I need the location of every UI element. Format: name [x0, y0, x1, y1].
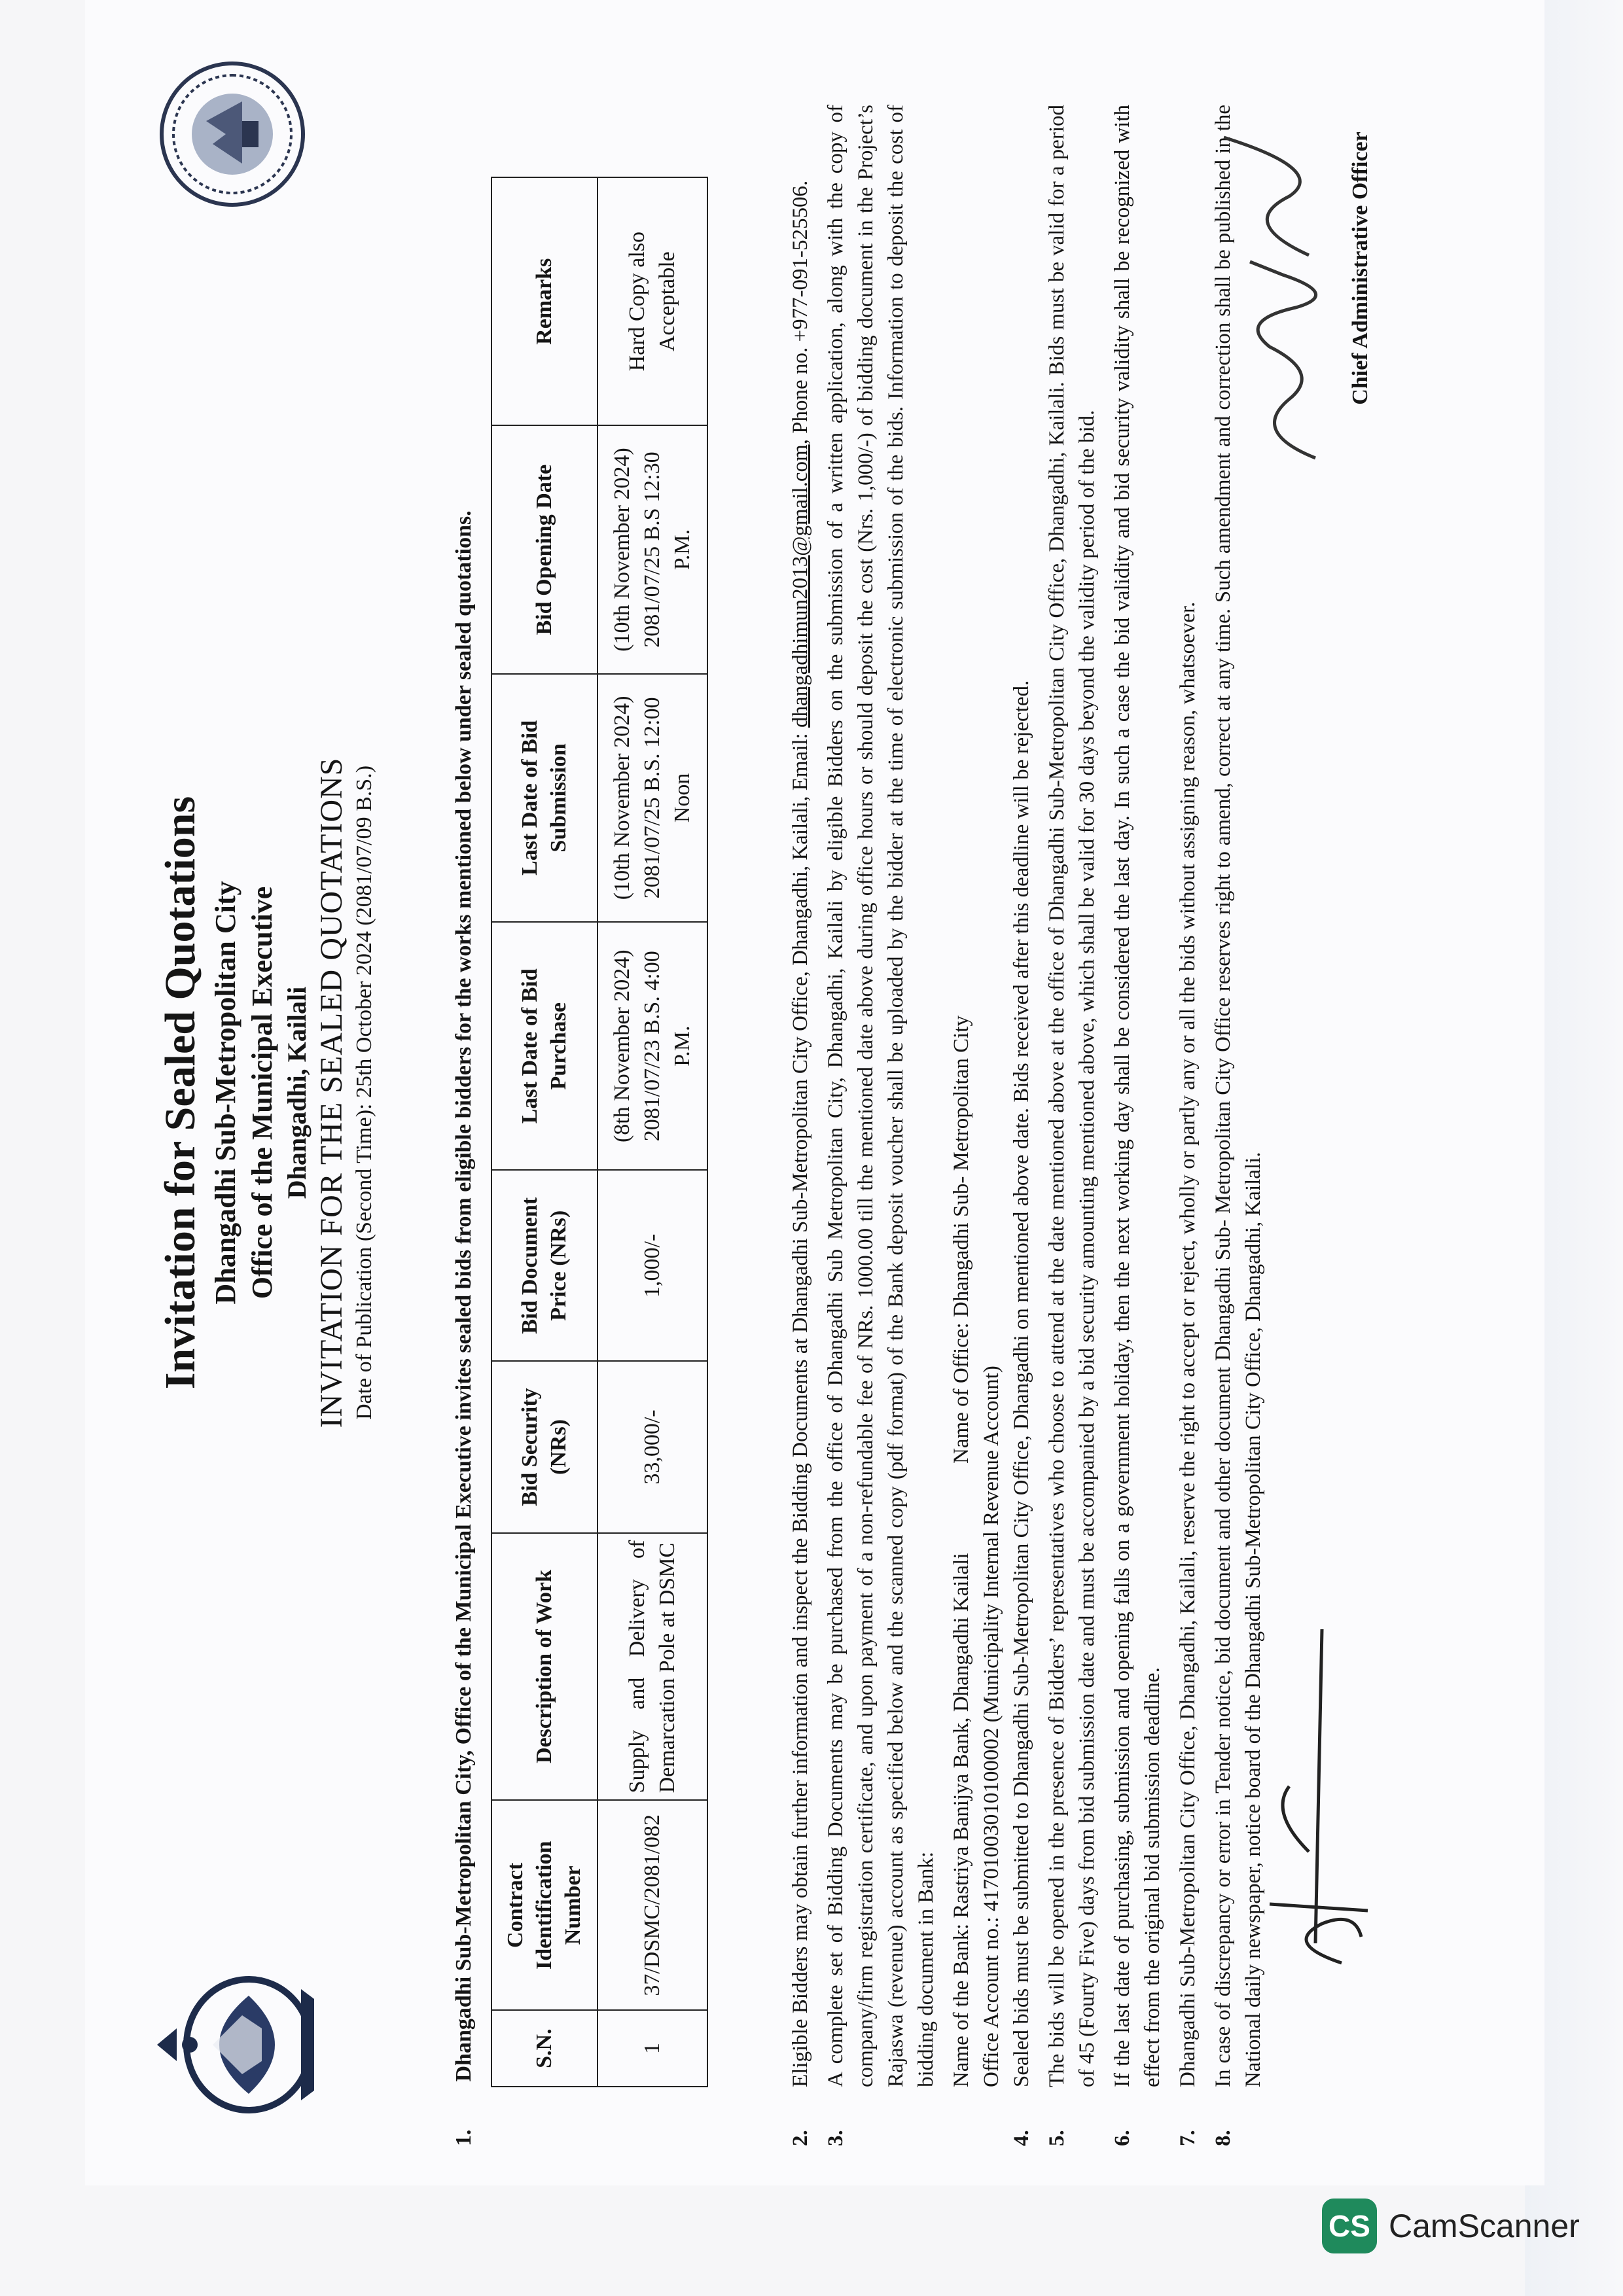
publication-date: Date of Publication (Second Time): 25th October 2024 (2081/07/09 B.S.) — [352, 765, 376, 1421]
table-header-cell: Description of Work — [491, 1533, 597, 1801]
table-cell: (10th November 2024) 2081/07/25 B.S. 12:00 Noon — [597, 674, 707, 922]
notice-title: Invitation for Sealed Quotations — [156, 796, 204, 1390]
org-name: Dhangadhi Sub-Metropolitan City — [209, 881, 241, 1305]
table-row — [597, 177, 707, 2087]
officer-title: Chief Administrative Officer — [1348, 132, 1372, 405]
table-header-cell: Remarks — [491, 177, 597, 425]
table-header-cell: Last Date of Bid Submission — [491, 674, 597, 922]
table-header-cell: S.N. — [491, 2010, 597, 2087]
table-header-row — [491, 177, 597, 2087]
item-number: 6. — [1111, 2130, 1134, 2146]
table-cell: 33,000/- — [597, 1361, 707, 1533]
table-cell: 1 — [597, 2010, 707, 2087]
list-item — [1042, 105, 1102, 2146]
table-cell: (8th November 2024) 2081/07/23 B.S. 4:00 P.M. — [597, 922, 707, 1170]
item-number: 4. — [1010, 2130, 1033, 2146]
table-header-cell: Last Date of Bid Purchase — [491, 922, 597, 1170]
bank-line — [946, 105, 976, 2087]
list-item — [1007, 105, 1037, 2146]
officer-signature-mark — [1211, 131, 1368, 471]
signature-mark — [1243, 1616, 1374, 1983]
rotated-notice-content — [131, 39, 1374, 2146]
table-cell: Supply and Delivery of Demarcation Pole at DSMC — [597, 1533, 707, 1801]
bank-details — [946, 105, 1007, 2087]
list-item — [821, 105, 941, 2146]
camscanner-logo-icon: CS — [1322, 2199, 1377, 2253]
table-cell: 37/DSMC/2081/082 — [597, 1800, 707, 2010]
table-cell: (10th November 2024) 2081/07/25 B.S 12:30 P.M. — [597, 425, 707, 673]
bids-table — [491, 177, 708, 2087]
item-text — [785, 105, 815, 2087]
intro-text: Dhangadhi Sub-Metropolitan City, Office of the Municipal Executive invites sealed bids from eligible bidders for the works mentioned below under sealed quotations. — [452, 510, 476, 2082]
conditions-list — [785, 105, 1274, 2146]
table-header-cell: Contract Identification Number — [491, 1800, 597, 2010]
list-item — [1173, 105, 1203, 2146]
office-location: Dhangadhi, Kailali — [282, 986, 312, 1199]
item-text: Dhangadhi Sub-Metropolitan City Office, Dhangadhi, Kailali, reserve the right to accept or reject, wholly or partly any or all the bids without assigning reason, whatsoever. — [1176, 601, 1200, 2087]
office-name: Office of the Municipal Executive — [246, 886, 278, 1299]
table-header-cell: Bid Opening Date — [491, 425, 597, 673]
bank-account: Office Account no.: 41701003010100002 (Municipality Internal Revenue Account) — [980, 1366, 1003, 2087]
intro-paragraph — [452, 510, 476, 2146]
camscanner-brand: CamScanner — [1389, 2208, 1580, 2244]
table-cell: Hard Copy also Acceptable — [597, 177, 707, 425]
item-text: If the last date of purchasing, submission and opening falls on a government holiday, then the next working day shall be considered the last day. In such a case the bid validity and bid security validity shall be recognized with effect from the original bid submission deadline. — [1111, 105, 1164, 2087]
item-text: The bids will be opened in the presence of Bidders’ representatives who choose to attend at the date mentioned above at the office of Dhangadhi Sub-Metropolitan City Office, Dhangadhi, Kailali. Bids must be valid for a period of 45 (Fourty Five) days from bid submission date and must be accompanied by a bid security amounting mentioned above, which shall be valid for 30 days beyond the validity period of the bid. — [1045, 105, 1099, 2087]
camscanner-watermark — [1322, 2199, 1580, 2253]
table-cell: 1,000/- — [597, 1170, 707, 1361]
item-text-part: Eligible Bidders may obtain further information and inspect the Bidding Documents at Dhangadhi Sub-Metropolitan City Office, Dhangadhi, Kailali, Email: — [789, 733, 812, 2087]
item-text: In case of discrepancy or error in Tender notice, bid document and other document Dhangadhi Sub- Metropolitan City Office reserves right to amend, correct at any time. Such amendment and correction shall be published in the National daily newspaper, notice board of the Dhangadhi Sub-Metropolitan City Office, Dhangadhi, Kailali. — [1211, 105, 1265, 2087]
item-number: 5. — [1045, 2130, 1069, 2146]
notice-subtitle: INVITATION FOR THE SEALED QUOTATIONS — [314, 757, 349, 1428]
bank-name: Name of the Bank: Rastriya Banijya Bank, Dhangadhi Kailali — [950, 1553, 973, 2087]
list-item — [785, 105, 815, 2146]
email-link[interactable]: dhangadhimun2013@gmail.com — [789, 444, 812, 728]
item-text-part: , Phone no. +977-091-525506. — [789, 180, 812, 445]
item-number: 7. — [1176, 2130, 1200, 2146]
bank-office-name: Name of Office: Dhangadhi Sub- Metropolitan City — [950, 1016, 973, 1464]
item-text: A complete set of Bidding Documents may be purchased from the office of Dhangadhi Sub Metropolitan City, Dhangadhi, Kailali by eligible Bidders on the submission of a written application, along with the copy of company/firm registration certificate, and upon payment of a non-refundable fee of NRs. 1000.00 till the mentioned date above during office hours or should deposit the cost (Nrs. 1,000/-) of bidding document in the Project’s Rajaswa (revenue) account as specified below and the scanned copy (pdf format) of the Bank deposit voucher shall be uploaded by the bidder at the time of electronic submission of the bids. Information to deposit the cost of bidding document in Bank: — [824, 105, 938, 2087]
table-header-cell: Bid Security (NRs) — [491, 1361, 597, 1533]
item-text: Sealed bids must be submitted to Dhangadhi Sub-Metropolitan City Office, Dhangadhi on mentioned above date. Bids received after this deadline will be rejected. — [1010, 680, 1033, 2087]
list-item — [1107, 105, 1168, 2146]
notice-header — [154, 39, 379, 2146]
table-header-cell: Bid Document Price (NRs) — [491, 1170, 597, 1361]
intro-number: 1. — [452, 2129, 476, 2146]
item-number: 2. — [789, 2130, 812, 2146]
item-number: 3. — [824, 2130, 847, 2146]
item-number: 8. — [1211, 2130, 1235, 2146]
